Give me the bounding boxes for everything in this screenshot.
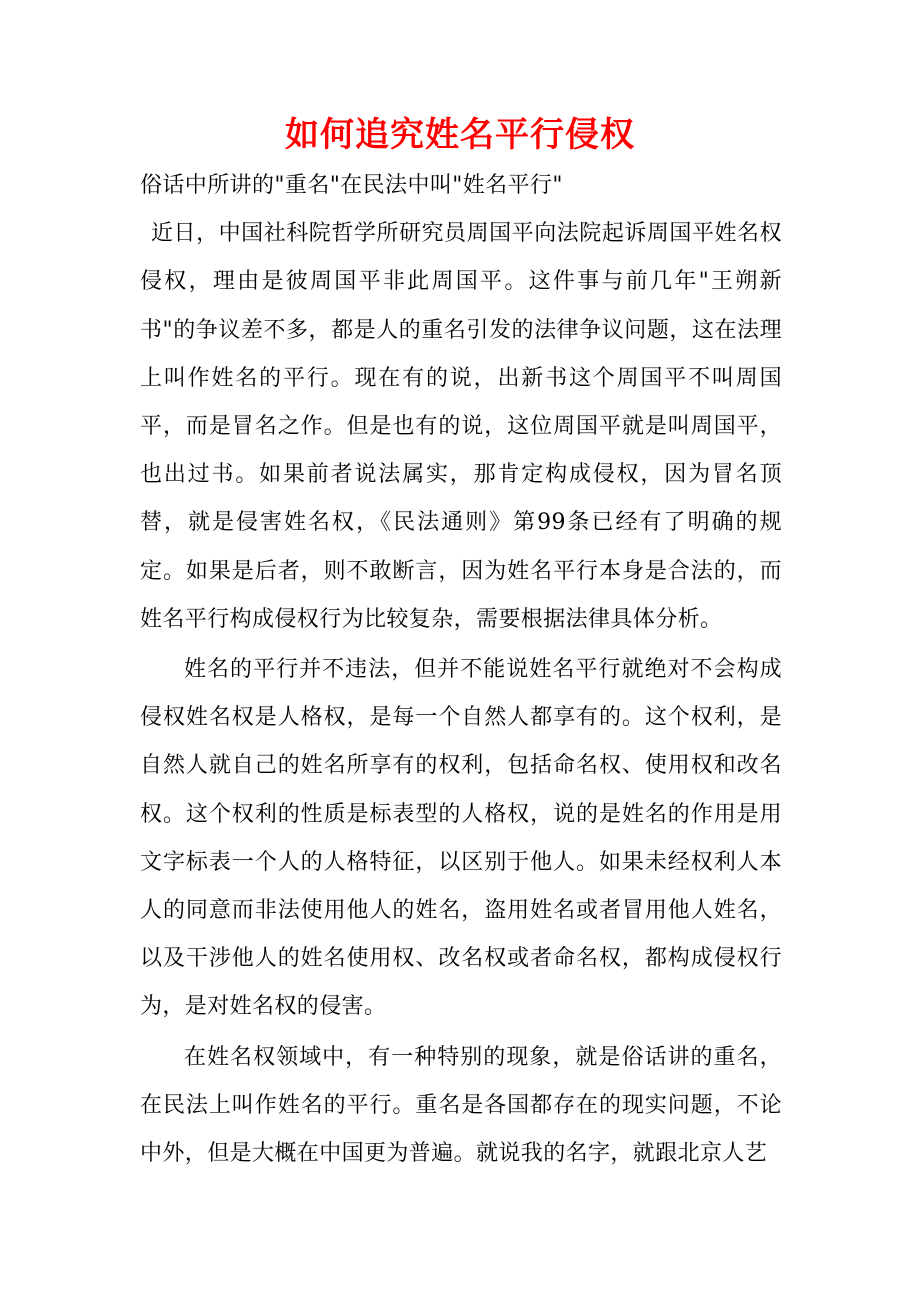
paragraph-3: 在姓名权领域中，有一种特别的现象，就是俗话讲的重名，在民法上叫作姓名的平行。重名是各国都存在的现实问题，不论中外，但是大概在中国更为普遍。就说我的名字，就跟北京人艺 bbox=[140, 1044, 782, 1167]
paragraph-2: 姓名的平行并不违法，但并不能说姓名平行就绝对不会构成侵权姓名权是人格权，是每一个自然人都享有的。这个权利，是自然人就自己的姓名所享有的权利，包括命名权、使用权和改名权。这个权利的性质是标表型的人格权，说的是姓名的作用是用文字标表一个人的人格特征，以区别于他人。如果未经权利人本人的同意而非法使用他人的姓名，盗用姓名或者冒用他人姓名，以及干涉他人的姓名使用权、改名权或者命名权，都构成侵权行为，是对姓名权的侵害。 bbox=[140, 657, 782, 1020]
paragraph-1: 近日，中国社科院哲学所研究员周国平向法院起诉周国平姓名权侵权，理由是彼周国平非此周国平。这件事与前几年"王朔新书"的争议差不多，都是人的重名引发的法律争议问题，这在法理上叫作姓名的平行。现在有的说，出新书这个周国平不叫周国平，而是冒名之作。但是也有的说，这位周国平就是叫周国平，也出过书。如果前者说法属实，那肯定构成侵权，因为冒名顶替，就是侵害姓名权，《民法通则》第99条已经有了明确的规定。如果是后者，则不敢断言，因为姓名平行本身是合法的，而姓名平行构成侵权行为比较复杂，需要根据法律具体分析。 bbox=[140, 221, 782, 632]
document-body bbox=[140, 162, 782, 1178]
document-subtitle: 俗话中所讲的"重名"在民法中叫"姓名平行" bbox=[140, 173, 563, 198]
document-title: 如何追究姓名平行侵权 bbox=[285, 115, 635, 155]
